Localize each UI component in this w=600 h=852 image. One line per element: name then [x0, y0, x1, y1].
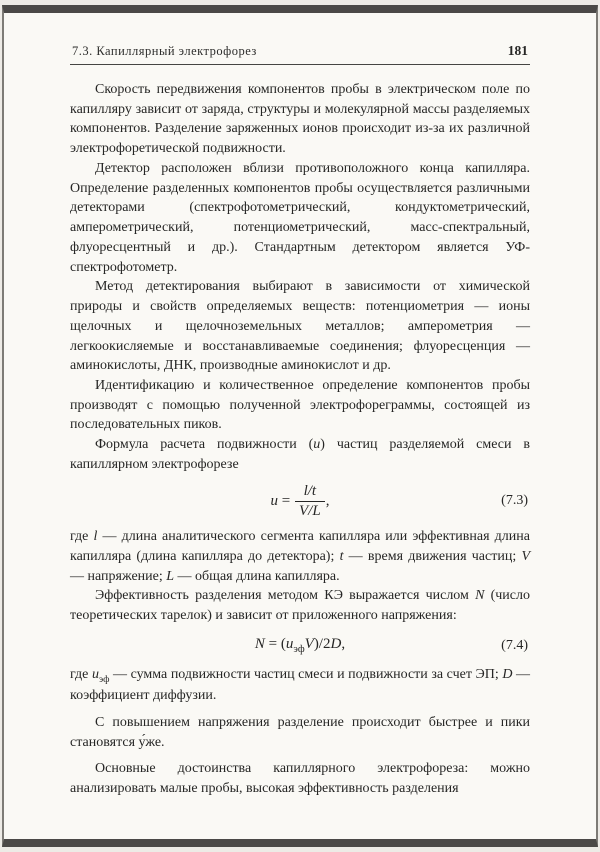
text-run: (число теоретических тарелок) и зависит от приложенного напряжения:: [70, 588, 530, 624]
paragraph-where-7-3: [70, 527, 530, 586]
equation-number-7-3: (7.3): [501, 493, 528, 509]
text-run: Эффективность разделения методом КЭ выражается числом: [95, 588, 476, 604]
equals-sign: =: [278, 492, 295, 509]
math-variable: D: [330, 635, 342, 652]
math-variable: u: [270, 492, 279, 509]
equation-expression: [254, 635, 346, 655]
text-run: Формула расчета подвижности (: [95, 437, 314, 453]
text-run: = (: [264, 635, 286, 652]
text-run: ) частиц разделяемой смеси в капиллярном электрофорезе: [70, 437, 530, 472]
formula-7-4: [70, 634, 530, 658]
paragraph-efficiency: [70, 586, 530, 625]
text-run: )/2: [313, 635, 331, 652]
equation-number-7-4: (7.4): [501, 637, 528, 653]
page-content: [2, 5, 598, 847]
paragraph-advantages: Основные достоинства капиллярного электрофореза: можно анализировать малые пробы, высокая эффективность разделения: [70, 761, 530, 797]
header-page-number: 181: [507, 43, 528, 58]
math-variable: t: [339, 548, 344, 564]
text-run: ,: [341, 635, 346, 652]
page-header: [70, 43, 530, 64]
math-variable: u: [91, 666, 99, 682]
math-variable: N: [475, 588, 485, 604]
math-variable: D: [502, 666, 513, 682]
math-variable: l: [93, 529, 98, 545]
paragraph-velocity: Скорость передвижения компонентов пробы в электрическом поле по капилляру зависит от заряда, структуры и молекулярной массы разделяемых компонентов. Разделение заряженных ионов происходит из-за их различной электрофоретической подвижности.: [70, 82, 530, 157]
paragraph-detector: Детектор расположен вблизи противоположного конца капилляра. Определение разделенных компонентов пробы осуществляется различными детекторами (спектрофотометрический, кондуктометрический, амперометрический, потенциометрический, масс-спектральный, флуоресцентный и др.). Стандартным детектором является УФ-спектрофотометр.: [70, 160, 530, 275]
equation-expression: [270, 482, 330, 519]
formula-7-3: [70, 483, 530, 521]
header-rule: [70, 64, 530, 65]
math-variable: N: [254, 635, 265, 652]
paragraph-voltage-increase: С повышением напряжения разделение происходит быстрее и пики становятся у́же.: [70, 715, 530, 750]
paragraph-mobility-formula-intro: [70, 435, 530, 474]
text-run: — коэффициент диффузии.: [70, 666, 530, 704]
math-variable: V: [304, 635, 314, 652]
math-variable: u: [285, 635, 294, 652]
math-variable: L: [166, 568, 175, 584]
text-run: — время движения частиц;: [343, 548, 522, 564]
math-variable: V: [521, 548, 530, 564]
fraction-denominator: V/L: [299, 502, 321, 519]
text-run: где: [70, 529, 94, 545]
paragraph-detection-methods: Метод детектирования выбирают в зависимости от химической природы и свойств определяемых веществ: потенциометрия — ионы щелочных и щелочноземельных металлов; амперометрия — легкоокисляемые и восстанавливаемые соединения; флуоресценция — аминокислоты, ДНК, производные аминокислот и др.: [70, 279, 530, 374]
paragraph-where-7-4: [70, 665, 530, 706]
math-subscript: эф: [293, 643, 305, 655]
math-variable: u: [313, 437, 321, 453]
fraction: [295, 483, 325, 521]
text-run: — длина аналитического сегмента капилляра или эффективная длина капилляра (длина капилляра до детектора);: [70, 529, 530, 564]
text-run: — общая длина капилляра.: [174, 568, 340, 584]
paragraph-identification: Идентификацию и количественное определение компонентов пробы производят с помощью полученной электрофореграммы, состоящей из последовательных пиков.: [70, 378, 530, 433]
math-subscript: эф: [98, 673, 110, 685]
text-run: — напряжение;: [70, 568, 167, 584]
fraction-numerator: l/t: [295, 483, 325, 502]
text-run: ,: [325, 492, 330, 509]
header-section-title: 7.3. Капиллярный электрофорез: [72, 44, 257, 58]
text-run: — сумма подвижности частиц смеси и подвижности за счет ЭП;: [109, 666, 503, 682]
text-run: где: [70, 666, 92, 682]
page-body: [70, 80, 530, 799]
